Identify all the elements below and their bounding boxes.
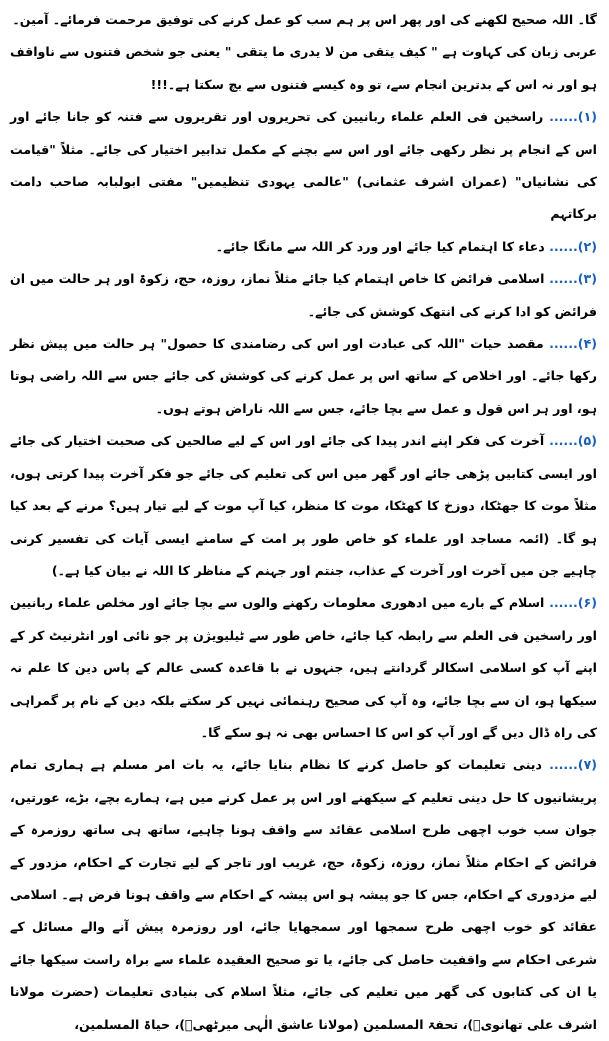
point-leader: ...... bbox=[549, 271, 578, 287]
point-number: (۷) bbox=[577, 757, 598, 773]
point-text: اسلامی فرائض کا خاص اہتمام کیا جائے مثلاً نماز، روزہ، حج، زکوۃ اور ہر حالت میں ان فرائض کو ادا کرنے کی انتھک کوشش کی جائے۔ bbox=[10, 271, 597, 319]
point-leader: ...... bbox=[549, 109, 578, 125]
point-leader: ...... bbox=[549, 595, 578, 611]
point-leader: ...... bbox=[549, 433, 578, 449]
point-leader: ...... bbox=[549, 336, 578, 352]
intro-paragraph-1: گا۔ اللہ صحیح لکھنے کی اور پھر اس پر ہم سب کو عمل کرنے کی توفیق مرحمت فرمائے۔ آمین۔ bbox=[12, 12, 597, 27]
point-number: (۶) bbox=[577, 595, 597, 611]
point-text: آخرت کی فکر اپنے اندر پیدا کی جائے اور اس کے لیے صالحین کی صحبت اختیار کی جائے اور ایسی کتابیں پڑھی جائے اور گھر میں اس کی تعلیم کی جائے جو فکر آخرت پیدا کرتی ہوں، مثلاً موت کا جھٹکا، دوزخ کا کھٹکا، موت کا منظر، کیا آپ موت کے لیے تیار ہیں؟ مرنے کے بعد کیا ہو گا۔ (ائمہ مساجد اور علماء کو خاص طور پر امت کے سامنے ایسی آیات کی تفسیر کرنی چاہیے جن میں آخرت اور آخرت کے عذاب، جنتم اور جہنم کے مناظر کا اللہ نے بیان کیا ہے۔) bbox=[10, 433, 597, 578]
point-7 bbox=[10, 749, 597, 1041]
point-1 bbox=[10, 101, 597, 231]
point-number: (۱) bbox=[577, 109, 598, 125]
point-number: (۳) bbox=[577, 271, 597, 287]
point-leader: ...... bbox=[549, 238, 578, 254]
point-4 bbox=[10, 328, 597, 425]
point-2 bbox=[10, 231, 597, 263]
point-text: اسلام کے بارے میں ادھوری معلومات رکھنے والوں سے بچا جائے اور مخلص علماء ربانیین اور راسخین فی العلم سے رابطہ کیا جائے، خاص طور سے ٹیلیویژن پر جو نائی اور انٹرنیٹ کر کے اپنے آپ کو اسلامی اسکالر گردانتے ہیں، جنہوں نے با قاعدہ کسی عالم کے پاس دین کا علم نہ سیکھا ہو، ان سے بچا جائے، وہ آپ کی صحیح رہنمائی نہیں کر سکتے بلکہ دین کے نام پر گمراہی کی راہ ڈال دیں گے اور آپ کو اس کا احساس بھی نہ ہو سکے گا۔ bbox=[10, 595, 597, 740]
point-number: (۵) bbox=[577, 433, 597, 449]
point-text: مقصد حیات "اللہ کی عبادت اور اس کی رضامندی کا حصول" ہر حالت میں پیش نظر رکھا جائے۔ اور اخلاص کے ساتھ اس پر عمل کرنے کی کوشش کی جائے جس سے اللہ راضی ہوتا ہو، اور ہر اس قول و عمل سے بچا جائے، جس سے اللہ ناراض ہوتے ہوں۔ bbox=[10, 336, 597, 416]
point-number: (۲) bbox=[577, 238, 597, 254]
point-text: دعاء کا اہتمام کیا جائے اور ورد کر اللہ سے مانگا جائے۔ bbox=[215, 238, 545, 254]
intro-paragraph-2: عربی زبان کی کہاوت ہے " کیف یتقی من لا یدری ما یتقی " یعنی جو شخص فتنوں سے ناواقف ہو اور نہ اس کے بدترین انجام سے، تو وہ کیسے فتنوں سے بچ سکتا ہے۔!!! bbox=[10, 44, 597, 92]
point-5 bbox=[10, 425, 597, 587]
point-3 bbox=[10, 263, 597, 328]
point-text: راسخین فی العلم علماء ربانیین کی تحریروں اور تقریروں سے فتنہ کو جانا جائے اور اس کے انجام پر نظر رکھی جائے اور اس سے بچنے کے مکمل تدابیر اختیار کی جائے۔ مثلاً "قیامت کی نشانیاں" (عمران اشرف عثمانی) "عالمی یہودی تنظیمیں" مفتی ابولبابہ صاحب دامت برکاتہم bbox=[10, 109, 597, 222]
point-6 bbox=[10, 587, 597, 749]
point-number: (۴) bbox=[577, 336, 598, 352]
point-text: دینی تعلیمات کو حاصل کرنے کا نظام بنایا جائے، یہ بات امر مسلم ہے ہماری تمام پریشانیوں کا حل دینی تعلیم کے سیکھنے اور اس پر عمل کرنے میں ہے، ہمارے بچے، بڑے، عورتیں، جوان سب خوب اچھی طرح اسلامی عقائد سے واقف ہونا چاہیے، ساتھ ہی ساتھ روزمرہ کے فرائض کے احکام مثلاً نماز، روزہ، زکوۃ، حج، غریب اور تاجر کے لیے تجارت کے احکام، مزدور کے لیے مزدوری کے احکام، جس کا جو پیشہ ہو اس پیشہ کے احکام سے واقف ہونا فرض ہے۔ اسلامی عقائد کو خوب اچھی طرح سمجھا اور سمجھایا جائے، اور روزمرہ پیش آنے والے مسائل کے شرعی احکام سے واقفیت حاصل کی جائے، یا تو صحیح العقیدہ علماء سے براہ راست سیکھا جائے یا ان کی کتابوں کی گھر میں تعلیم کی جائے، مثلاً اسلام کی بنیادی تعلیمات (حضرت مولانا اشرف علی تھانویؒ)، تحفۃ المسلمین (مولانا عاشق الٰہی میرٹھیؒ)، حیاۃ المسلمین، bbox=[10, 757, 597, 1032]
point-leader: ...... bbox=[549, 757, 578, 773]
